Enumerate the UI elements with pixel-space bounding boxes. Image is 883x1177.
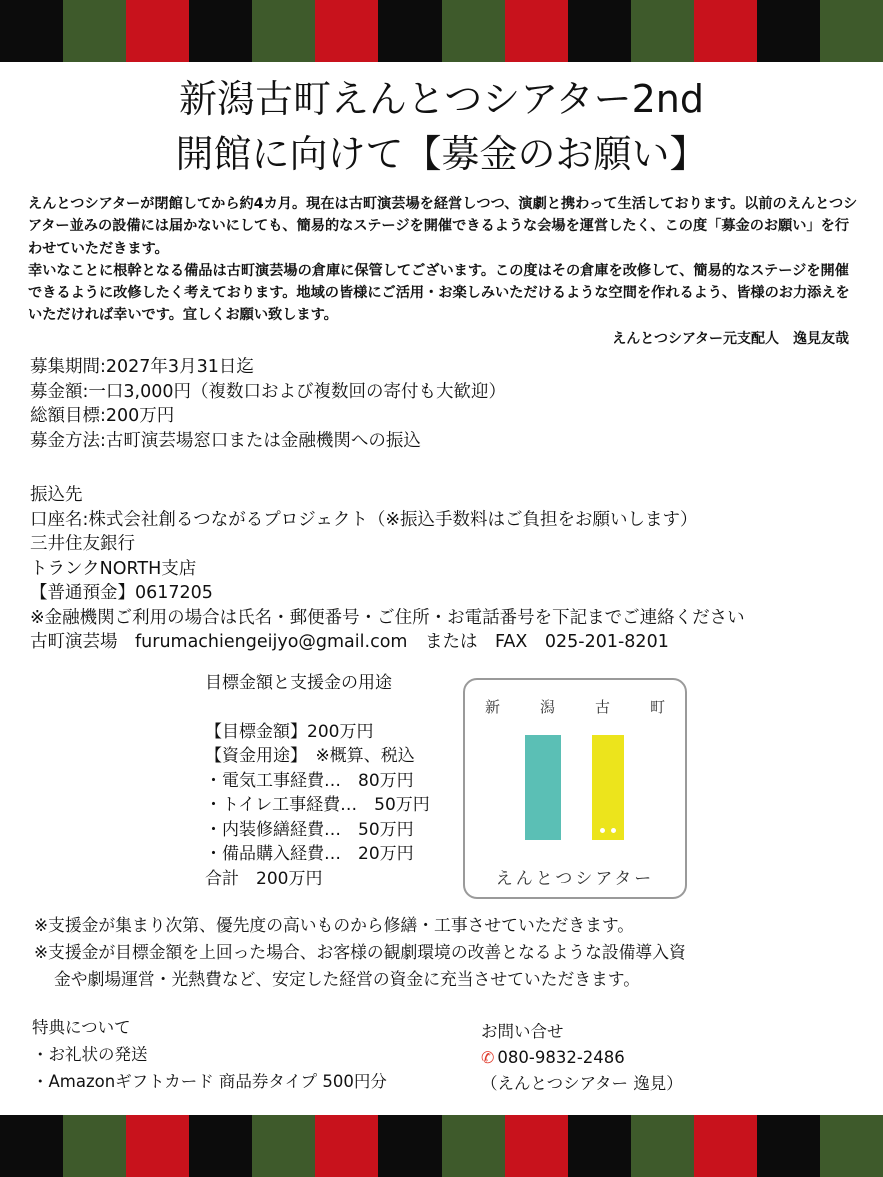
stripe-segment bbox=[0, 0, 63, 62]
donation-amount: 募金額:一口3,000円（複数口および複数回の寄付も大歓迎） bbox=[30, 381, 506, 402]
stripe-segment bbox=[505, 0, 568, 62]
contact-heading: お問い合せ bbox=[481, 1022, 564, 1041]
transfer-heading: 振込先 bbox=[30, 485, 83, 505]
usage-heading: 目標金額と支援金の用途 bbox=[205, 673, 392, 693]
logo-teal-chimney bbox=[525, 735, 561, 840]
note-line-2b: 金や劇場運営・光熱費など、安定した経営の資金に充当させていただきます。 bbox=[54, 969, 641, 989]
stripe-segment bbox=[505, 1115, 568, 1177]
stripe-segment bbox=[442, 0, 505, 62]
stripe-segment bbox=[442, 1115, 505, 1177]
fund-usage bbox=[205, 671, 430, 891]
transfer-bank: 三井住友銀行 bbox=[30, 534, 135, 554]
usage-total: 合計 200万円 bbox=[205, 868, 323, 889]
stripe-segment bbox=[126, 0, 189, 62]
stripe-segment bbox=[189, 0, 252, 62]
donation-period: 募集期間:2027年3月31日迄 bbox=[30, 357, 254, 377]
contact bbox=[481, 1019, 683, 1097]
stripe-segment bbox=[820, 1115, 883, 1177]
usage-item: ・トイレ工事経費… 50万円 bbox=[205, 795, 430, 815]
benefits-heading: 特典について bbox=[32, 1018, 131, 1037]
transfer-note: ※金融機関ご利用の場合は氏名・郵便番号・ご住所・お電話番号を下記までご連絡ください bbox=[30, 607, 745, 628]
logo-dot bbox=[611, 828, 616, 833]
stripe-segment bbox=[378, 1115, 441, 1177]
entotsu-theater-logo bbox=[463, 678, 687, 899]
logo-char: 町 bbox=[649, 698, 665, 716]
benefit-item: ・Amazonギフトカード 商品券タイプ 500円分 bbox=[32, 1072, 387, 1091]
usage-item: ・内装修繕経費… 50万円 bbox=[205, 819, 414, 840]
note-line-2a: ※支援金が目標金額を上回った場合、お客様の観劇環境の改善となるような設備導入資 bbox=[34, 942, 686, 962]
contact-phone-row bbox=[481, 1045, 683, 1071]
contact-name: （えんとつシアター 逸見） bbox=[481, 1074, 683, 1093]
note-line-1: ※支援金が集まり次第、優先度の高いものから修繕・工事させていただきます。 bbox=[34, 915, 635, 935]
signature: えんとつシアター元支配人 逸見友哉 bbox=[612, 331, 849, 347]
logo-yellow-chimney bbox=[592, 735, 624, 840]
intro-text bbox=[28, 193, 858, 327]
phone-icon: ✆ bbox=[481, 1048, 495, 1067]
stripe-segment bbox=[252, 0, 315, 62]
logo-char: 新 bbox=[484, 698, 500, 716]
stripe-segment bbox=[252, 1115, 315, 1177]
transfer-branch: トランクNORTH支店 bbox=[30, 558, 197, 579]
stripe-segment bbox=[631, 1115, 694, 1177]
transfer-account-name: 口座名:株式会社創るつながるプロジェクト（※振込手数料はご負担をお願いします） bbox=[30, 509, 698, 530]
stripe-segment bbox=[568, 1115, 631, 1177]
stripe-segment bbox=[378, 0, 441, 62]
page-title-line2: 開館に向けて【募金のお願い】 bbox=[175, 132, 708, 176]
stripe-segment bbox=[126, 1115, 189, 1177]
stripe-segment bbox=[631, 0, 694, 62]
bottom-stripe-border bbox=[0, 1115, 883, 1177]
stripe-segment bbox=[568, 0, 631, 62]
usage-item: ・電気工事経費… 80万円 bbox=[205, 770, 414, 791]
donation-target: 総額目標:200万円 bbox=[30, 406, 175, 426]
benefit-item: ・お礼状の発送 bbox=[32, 1045, 148, 1064]
stripe-segment bbox=[820, 0, 883, 62]
stripe-segment bbox=[694, 0, 757, 62]
stripe-segment bbox=[63, 0, 126, 62]
intro-paragraph-1: えんとつシアターが閉館してから約4カ月。現在は古町演芸場を経営しつつ、演劇と携わって生活しております。以前のえんとつシアター並みの設備には届かないにしても、簡易的なステージを開催できるような会場を運営したく、この度「募金のお願い」を行わせていただきます。 bbox=[28, 196, 858, 257]
stripe-segment bbox=[694, 1115, 757, 1177]
contact-phone: 080-9832-2486 bbox=[497, 1048, 625, 1067]
logo-top-text bbox=[465, 696, 685, 717]
transfer-contact-line: 古町演芸場 furumachiengeijyo@gmail.com または FAX 025-201-8201 bbox=[30, 632, 669, 652]
notes bbox=[34, 912, 686, 993]
usage-item: ・備品購入経費… 20万円 bbox=[205, 844, 414, 864]
page-title-line1: 新潟古町えんとつシアター2nd bbox=[179, 77, 704, 121]
stripe-segment bbox=[757, 1115, 820, 1177]
donation-info bbox=[30, 355, 506, 453]
transfer-account: 【普通預金】0617205 bbox=[30, 583, 213, 603]
top-stripe-border bbox=[0, 0, 883, 62]
transfer-info bbox=[30, 483, 745, 655]
donation-method: 募金方法:古町演芸場窓口または金融機関への振込 bbox=[30, 430, 421, 451]
stripe-segment bbox=[0, 1115, 63, 1177]
stripe-segment bbox=[315, 0, 378, 62]
stripe-segment bbox=[757, 0, 820, 62]
logo-char: 潟 bbox=[539, 698, 555, 716]
intro-paragraph-2: 幸いなことに根幹となる備品は古町演芸場の倉庫に保管してございます。この度はその倉庫を改修して、簡易的なステージを開催できるように改修したく考えております。地域の皆様にご活用・お楽しみいただけるような空間を作れるよう、皆様のお力添えをいただければ幸いです。宜しくお願い致します。 bbox=[28, 262, 850, 324]
benefits bbox=[32, 1014, 387, 1095]
stripe-segment bbox=[189, 1115, 252, 1177]
stripe-segment bbox=[63, 1115, 126, 1177]
logo-bottom-text: えんとつシアター bbox=[495, 869, 655, 889]
stripe-segment bbox=[315, 1115, 378, 1177]
usage-target: 【目標金額】200万円 bbox=[205, 721, 374, 742]
logo-dot bbox=[600, 828, 605, 833]
logo-char: 古 bbox=[594, 698, 610, 716]
usage-purpose: 【資金用途】 ※概算、税込 bbox=[205, 746, 415, 766]
